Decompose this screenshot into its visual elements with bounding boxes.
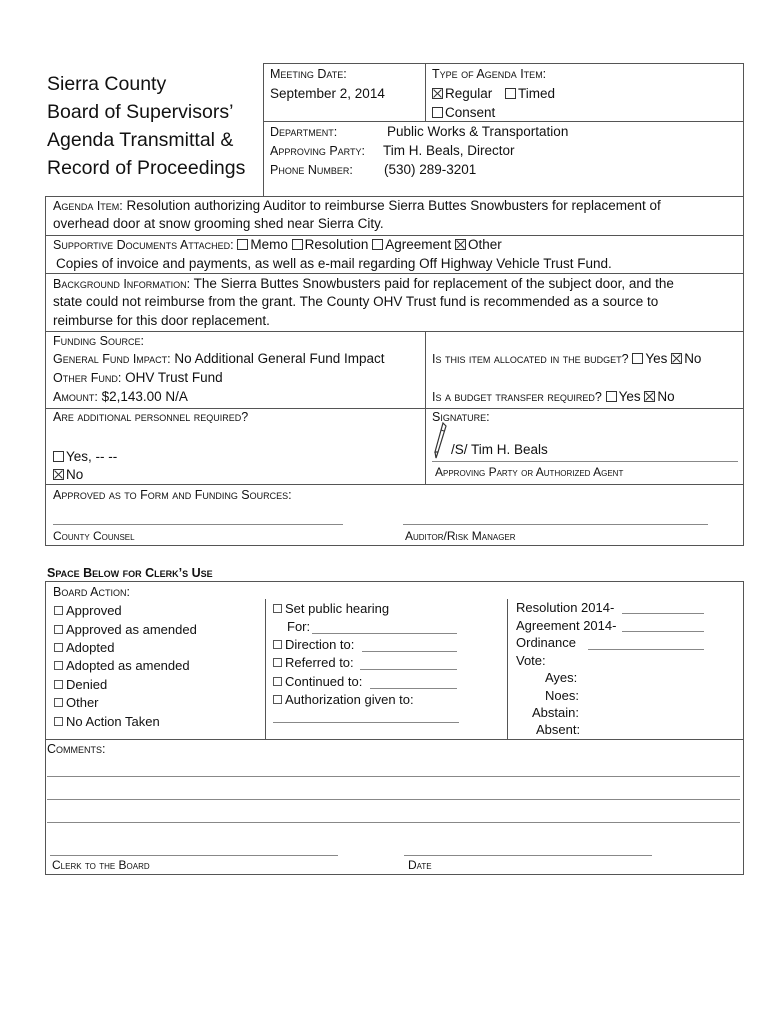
department-label: Department: [270, 125, 338, 139]
agenda-type-label: Type of Agenda Item: [432, 67, 547, 81]
ballot-box-icon[interactable] [273, 677, 282, 686]
hearing-for-label: For: [287, 619, 311, 634]
action-set-hearing[interactable]: Set public hearing [273, 601, 389, 616]
agenda-item-line-1: Resolution authorizing Auditor to reimburse Sierra Buttes Snowbusters for replacement of [126, 198, 661, 213]
title-line-3: Agenda Transmittal & [47, 129, 234, 151]
checked-box-icon[interactable] [644, 391, 655, 402]
action-approved-amended[interactable]: Approved as amended [54, 622, 197, 637]
ballot-box-icon[interactable] [54, 717, 63, 726]
approving-party-value: Tim H. Beals, Director [383, 143, 515, 158]
action-authorization[interactable]: Authorization given to: [273, 692, 414, 707]
funding-source-label: Funding Source: [53, 334, 144, 348]
comments-label: Comments: [47, 742, 106, 756]
ayes-label: Ayes: [545, 670, 578, 685]
date-label: Date [408, 858, 432, 872]
ballot-box-icon[interactable] [273, 658, 282, 667]
other-fund-label: Other Fund: [53, 371, 122, 385]
checkbox-icon[interactable] [432, 107, 443, 118]
checked-box-icon[interactable] [455, 239, 466, 250]
auditor-label: Auditor/Risk Manager [405, 529, 516, 543]
background-label: Background Information: [53, 277, 191, 291]
general-fund-impact [53, 351, 384, 366]
department-value: Public Works & Transportation [387, 124, 569, 139]
checkbox-icon[interactable] [632, 353, 643, 364]
title-line-2: Board of Supervisors’ [47, 101, 234, 123]
general-fund-value: No Additional General Fund Impact [174, 351, 385, 366]
action-other[interactable]: Other [54, 695, 99, 710]
action-adopted[interactable]: Adopted [54, 640, 114, 655]
action-referred-to[interactable]: Referred to: [273, 655, 354, 670]
checkbox-icon[interactable] [53, 451, 64, 462]
amount [53, 389, 188, 404]
agenda-type-regular[interactable]: Regular [432, 86, 492, 101]
transfer-yes[interactable]: Yes [606, 389, 641, 404]
background-line-1: The Sierra Buttes Snowbusters paid for replacement of the subject door, and the [193, 276, 674, 291]
action-direction-to[interactable]: Direction to: [273, 637, 354, 652]
allocated-yes[interactable]: Yes [632, 351, 667, 366]
other-fund [53, 370, 223, 385]
approving-party-label: Approving Party: [270, 144, 365, 158]
background [53, 276, 674, 291]
ballot-box-icon[interactable] [54, 606, 63, 615]
agreement-option[interactable]: Agreement [372, 237, 451, 252]
agenda-item [53, 198, 661, 213]
agenda-item-label: Agenda Item: [53, 199, 123, 213]
noes-label: Noes: [545, 688, 579, 703]
resolution-option[interactable]: Resolution [292, 237, 369, 252]
budget-allocated [432, 351, 701, 366]
title-line-1: Sierra County [47, 73, 167, 95]
phone-label: Phone Number: [270, 163, 353, 177]
absent-label: Absent: [536, 722, 581, 737]
clerk-use-label: Space Below for Clerk’s Use [47, 566, 213, 580]
ballot-box-icon[interactable] [54, 625, 63, 634]
action-denied[interactable]: Denied [54, 677, 107, 692]
agenda-item-line-2: overhead door at snow grooming shed near Sierra City. [53, 216, 384, 231]
budget-transfer-label: Is a budget transfer required? [432, 390, 602, 404]
allocated-no[interactable]: No [671, 351, 701, 366]
meeting-date-label: Meeting Date: [270, 67, 347, 81]
approved-label: Approved as to Form and Funding Sources: [53, 488, 292, 502]
supportive-detail: Copies of invoice and payments, as well as e-mail regarding Off Highway Vehicle Trust Fund. [56, 256, 612, 271]
checkbox-icon[interactable] [372, 239, 383, 250]
action-continued-to[interactable]: Continued to: [273, 674, 362, 689]
pen-icon [432, 422, 448, 460]
signature-label: Signature: [432, 410, 490, 424]
meeting-date-value: September 2, 2014 [270, 86, 385, 101]
background-line-3: reimburse for this door replacement. [53, 313, 270, 328]
form-title [47, 70, 245, 182]
comment-line-2[interactable] [47, 799, 740, 800]
board-action-label: Board Action: [53, 585, 130, 599]
personnel-yes[interactable]: Yes, -- -- [53, 449, 117, 464]
action-approved[interactable]: Approved [54, 603, 122, 618]
agenda-type-consent[interactable]: Consent [432, 105, 495, 120]
ordinance-label: Ordinance [516, 635, 576, 650]
action-no-action[interactable]: No Action Taken [54, 714, 160, 729]
checked-box-icon[interactable] [671, 353, 682, 364]
general-fund-label: General Fund Impact: [53, 352, 171, 366]
amount-label: Amount: [53, 390, 98, 404]
agenda-type-timed[interactable]: Timed [505, 86, 555, 101]
ballot-box-icon[interactable] [273, 604, 282, 613]
memo-option[interactable]: Memo [237, 237, 288, 252]
ballot-box-icon[interactable] [54, 643, 63, 652]
checkbox-icon[interactable] [237, 239, 248, 250]
checkbox-icon[interactable] [292, 239, 303, 250]
comment-line-3[interactable] [47, 822, 740, 823]
comment-line-1[interactable] [47, 776, 740, 777]
amount-value: $2,143.00 N/A [101, 389, 188, 404]
budget-allocated-label: Is this item allocated in the budget? [432, 352, 629, 366]
checked-box-icon[interactable] [53, 469, 64, 480]
checkbox-icon[interactable] [606, 391, 617, 402]
other-fund-value: OHV Trust Fund [125, 370, 223, 385]
phone-value: (530) 289-3201 [384, 162, 477, 177]
action-adopted-amended[interactable]: Adopted as amended [54, 658, 190, 673]
ballot-box-icon[interactable] [54, 661, 63, 670]
ballot-box-icon[interactable] [273, 695, 282, 704]
ballot-box-icon[interactable] [54, 698, 63, 707]
signature-caption: Approving Party or Authorized Agent [435, 465, 624, 479]
signature-value: /S/ Tim H. Beals [451, 442, 548, 457]
ballot-box-icon[interactable] [273, 640, 282, 649]
personnel-label: Are additional personnel required? [53, 410, 249, 424]
background-line-2: state could not reimburse from the grant. The County OHV Trust fund is recommended as a source to [53, 294, 659, 309]
transfer-no[interactable]: No [644, 389, 674, 404]
checkbox-icon[interactable] [505, 88, 516, 99]
county-counsel-label: County Counsel [53, 529, 135, 543]
title-line-4: Record of Proceedings [47, 157, 246, 179]
clerk-to-board-label: Clerk to the Board [52, 858, 150, 872]
budget-transfer [432, 389, 675, 404]
personnel-no[interactable]: No [53, 467, 83, 482]
resolution-number-label: Resolution 2014- [516, 600, 615, 615]
vote-label: Vote: [516, 653, 546, 668]
ballot-box-icon[interactable] [54, 680, 63, 689]
supportive-docs-label: Supportive Documents Attached: [53, 238, 234, 252]
other-option[interactable]: Other [455, 237, 502, 252]
supportive-docs [53, 237, 502, 252]
checked-box-icon[interactable] [432, 88, 443, 99]
agreement-number-label: Agreement 2014- [516, 618, 617, 633]
abstain-label: Abstain: [532, 705, 579, 720]
